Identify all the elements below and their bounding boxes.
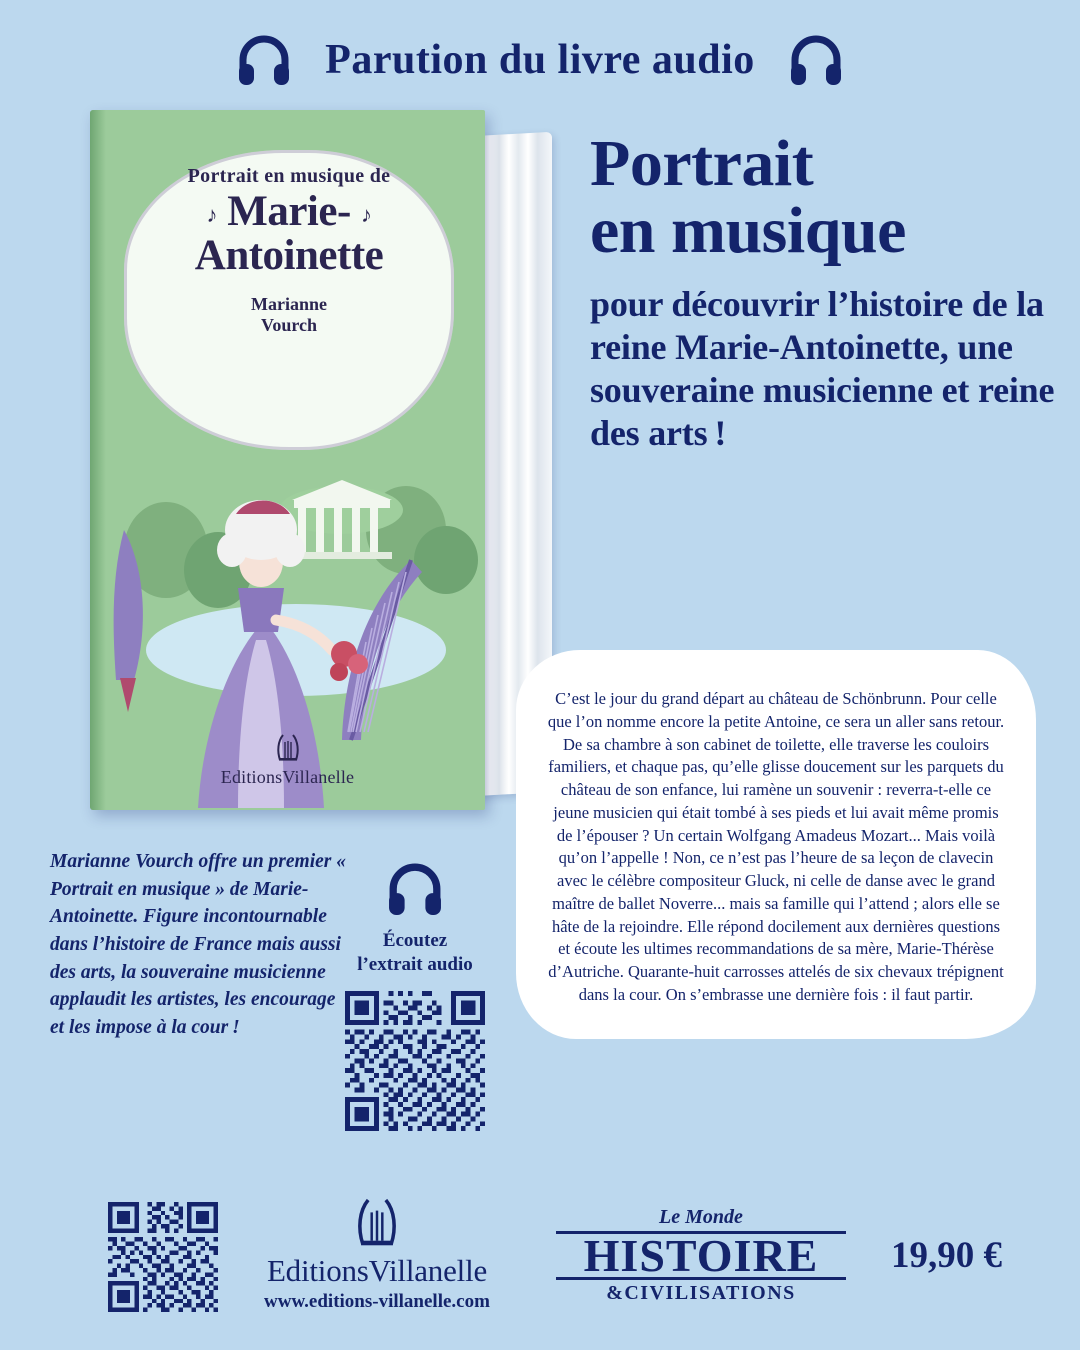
cover-author-line2: Vourch [260,315,318,336]
partner-logo [556,1206,846,1305]
headline-subtitle: pour découvrir l’histoire de la reine Marie-Antoinette, une souveraine musicienne et reine des arts ! [590,284,1055,453]
price-label: 19,90 € [891,1235,1002,1276]
cover-title-line1 [124,190,454,234]
partner-logo-main: HISTOIRE [556,1231,846,1280]
footer [0,1202,1080,1322]
publisher-block [232,1196,522,1313]
excerpt-text: C’est le jour du grand départ au château de Schönbrunn. Pour celle que l’on nomme encore la petite Antoine, ce sera un aller sans retour. De sa chambre à son cabinet de toilette, elle traverse les couloirs familiers, et chaque pas, qu’elle glisse doucement sur les parquets du château de son enfance, lui ramène un souvenir : reverra-t-elle ce jeune musicien qui était tombé à ses pieds et lui avait même promis de l’épouser ? Un certain Wolfgang Amadeus Mozart... Mais voilà qu’on l’appelle ! Non, ce n’est pas l’heure de sa leçon de clavecin avec le célèbre compositeur Gluck, ni celle de danse avec le grand maître de ballet Noverre... mais sa famille qui l’attend ; alors elle se hâte de la rejoindre. Elle répond docilement aux dernières questions et écoute les ultimes recommandations de sa mère, Marie-Thérèse d’Autriche. Quarante-huit carrosses attelés de six chevaux trépignent dans la cour. On s’embrasse une dernière fois : il faut partir. [547,689,1005,1004]
cover-title-block [124,165,454,337]
cover-title-text-1: Marie- [227,188,351,235]
cover-author-line1: Marianne [251,293,327,314]
headphones-icon [386,862,444,916]
lyre-icon [275,733,301,763]
listen-block [320,862,510,1131]
publisher-url[interactable]: www.editions-villanelle.com [264,1291,490,1312]
headline-line2: en musique [590,193,906,267]
headline-line1: Portrait [590,127,814,200]
cover-author [124,294,454,337]
book-cover [90,110,485,810]
cover-title-line2: Antoinette [194,231,384,279]
headline-block [590,127,1060,455]
header-title: Parution du livre audio [325,37,755,83]
excerpt-card [516,650,1036,1039]
book-spine [90,110,106,810]
cover-publisher-name: EditionsVillanelle [220,767,355,787]
cover-publisher [90,733,485,788]
publisher-name: EditionsVillanelle [266,1253,488,1288]
partner-logo-top: Le Monde [659,1206,743,1228]
partner-logo-sub: &CIVILISATIONS [606,1282,796,1305]
listen-label-line2: l’extrait audio [357,953,473,975]
blurb-text: Marianne Vourch offre un premier « Portrait en musique » de Marie-Antoinette. Figure incontournable dans l’histoire de France mais aussi des arts, la souveraine musicienne applaudit les artistes, les encourage et les impose à la cour ! [50,851,346,1039]
headphones-icon [237,34,291,86]
header [0,34,1080,86]
music-note-icon: ♪ [206,201,217,227]
music-note-icon: ♪ [361,201,372,227]
book-image [72,110,562,830]
cover-supertitle: Portrait en musique de [187,165,391,187]
qr-code-website[interactable] [108,1202,218,1312]
qr-code-audio-extract[interactable] [345,991,485,1131]
headphones-icon [789,34,843,86]
listen-label-line1: Écoutez [382,930,448,951]
lyre-icon [354,1196,400,1250]
